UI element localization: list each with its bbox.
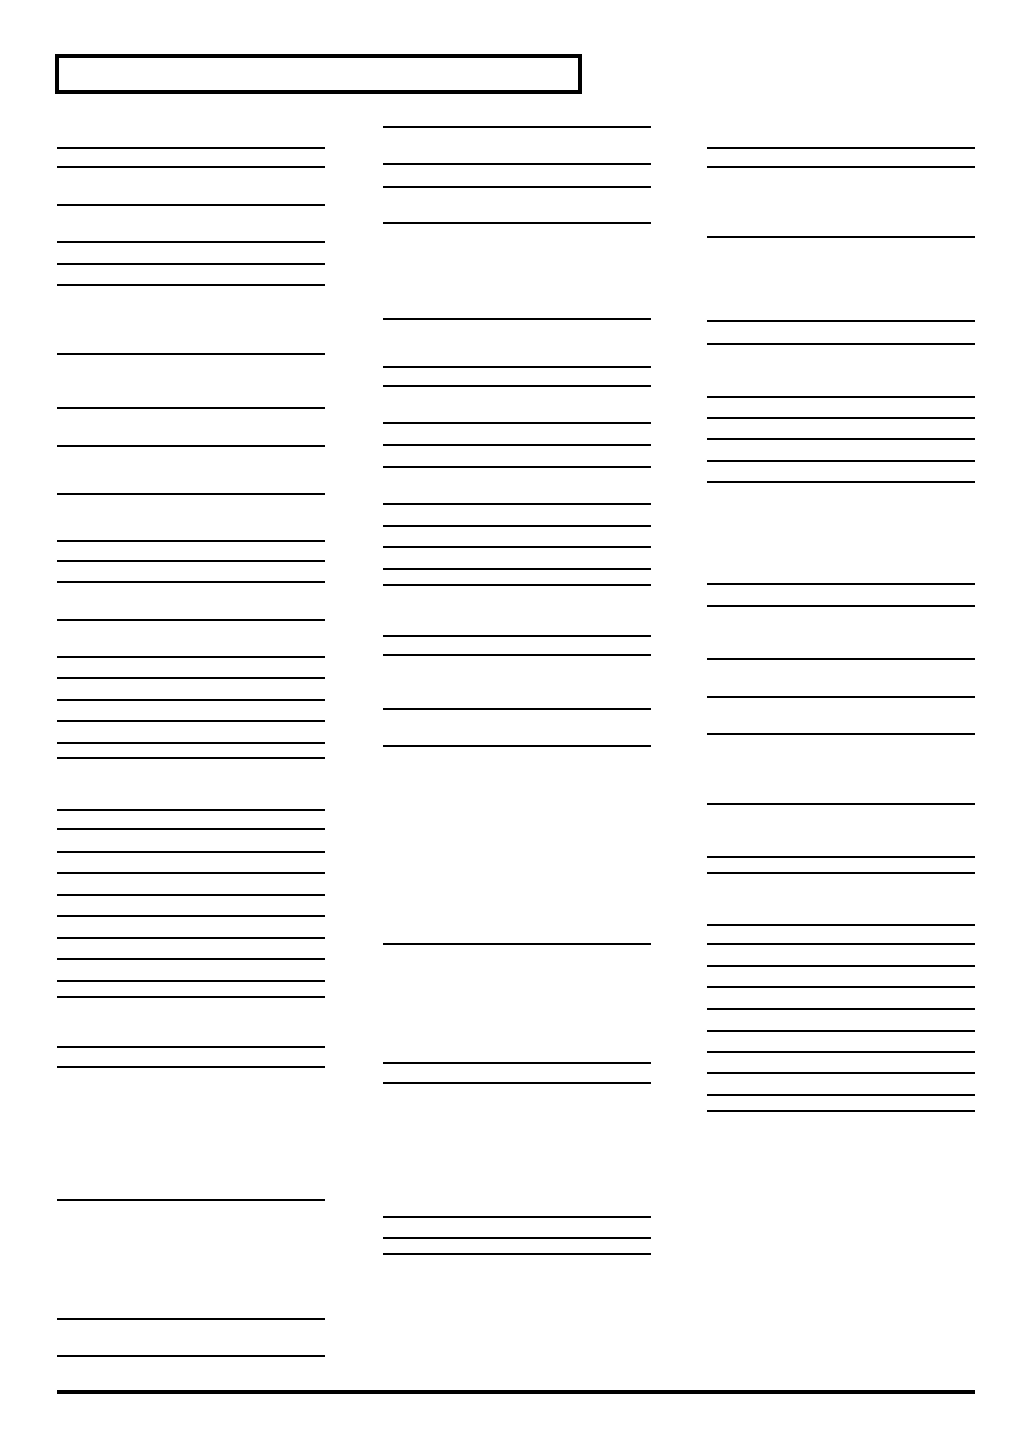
middle-column-rule [383, 1082, 651, 1084]
left-column-rule [57, 493, 325, 495]
left-column-rule [57, 353, 325, 355]
right-column-rule [707, 1094, 975, 1096]
left-column-rule [57, 619, 325, 621]
left-column-rule [57, 851, 325, 853]
right-column-rule [707, 147, 975, 149]
footer-rule [57, 1390, 975, 1394]
left-column-rule [57, 894, 325, 896]
left-column-rule [57, 1355, 325, 1357]
right-column-rule [707, 856, 975, 858]
left-column-rule [57, 656, 325, 658]
right-column-rule [707, 943, 975, 945]
middle-column-rule [383, 503, 651, 505]
left-column-rule [57, 147, 325, 149]
middle-column-rules [383, 0, 651, 1400]
left-column-rule [57, 241, 325, 243]
right-column-rule [707, 696, 975, 698]
right-column-rule [707, 343, 975, 345]
right-column-rule [707, 965, 975, 967]
middle-column-rule [383, 422, 651, 424]
middle-column-rule [383, 943, 651, 945]
left-column-rule [57, 872, 325, 874]
middle-column-rule [383, 186, 651, 188]
left-column-rule [57, 742, 325, 744]
right-column-rule [707, 236, 975, 238]
left-column-rule [57, 937, 325, 939]
middle-column-rule [383, 318, 651, 320]
middle-column-rule [383, 708, 651, 710]
left-column-rule [57, 720, 325, 722]
right-column-rule [707, 1051, 975, 1053]
right-column-rule [707, 658, 975, 660]
right-column-rule [707, 481, 975, 483]
right-column-rule [707, 460, 975, 462]
right-column-rule [707, 438, 975, 440]
middle-column-rule [383, 466, 651, 468]
middle-column-rule [383, 568, 651, 570]
left-column-rule [57, 996, 325, 998]
right-column-rule [707, 605, 975, 607]
left-column-rule [57, 958, 325, 960]
left-column-rule [57, 560, 325, 562]
left-column-rule [57, 828, 325, 830]
middle-column-rule [383, 163, 651, 165]
middle-column-rule [383, 444, 651, 446]
right-column-rule [707, 924, 975, 926]
middle-column-rule [383, 654, 651, 656]
left-column-rule [57, 540, 325, 542]
left-column-rule [57, 699, 325, 701]
left-column-rule [57, 263, 325, 265]
left-column-rule [57, 677, 325, 679]
middle-column-rule [383, 1237, 651, 1239]
left-column-rule [57, 1318, 325, 1320]
middle-column-rule [383, 1216, 651, 1218]
right-column-rule [707, 1110, 975, 1112]
left-column-rule [57, 1046, 325, 1048]
middle-column-rule [383, 366, 651, 368]
left-column-rule [57, 581, 325, 583]
left-column-rules [57, 0, 325, 1400]
left-column-rule [57, 1066, 325, 1068]
right-column-rules [707, 0, 975, 1400]
left-column-rule [57, 915, 325, 917]
right-column-rule [707, 1008, 975, 1010]
middle-column-rule [383, 584, 651, 586]
right-column-rule [707, 733, 975, 735]
left-column-rule [57, 204, 325, 206]
left-column-rule [57, 1199, 325, 1201]
middle-column-rule [383, 126, 651, 128]
left-column-rule [57, 284, 325, 286]
left-column-rule [57, 809, 325, 811]
right-column-rule [707, 1030, 975, 1032]
middle-column-rule [383, 745, 651, 747]
right-column-rule [707, 872, 975, 874]
left-column-rule [57, 445, 325, 447]
left-column-rule [57, 757, 325, 759]
right-column-rule [707, 396, 975, 398]
middle-column-rule [383, 635, 651, 637]
right-column-rule [707, 986, 975, 988]
left-column-rule [57, 980, 325, 982]
right-column-rule [707, 1072, 975, 1074]
right-column-rule [707, 320, 975, 322]
middle-column-rule [383, 385, 651, 387]
left-column-rule [57, 166, 325, 168]
middle-column-rule [383, 1253, 651, 1255]
middle-column-rule [383, 525, 651, 527]
middle-column-rule [383, 1062, 651, 1064]
middle-column-rule [383, 546, 651, 548]
left-column-rule [57, 407, 325, 409]
right-column-rule [707, 166, 975, 168]
right-column-rule [707, 583, 975, 585]
right-column-rule [707, 803, 975, 805]
right-column-rule [707, 417, 975, 419]
middle-column-rule [383, 222, 651, 224]
